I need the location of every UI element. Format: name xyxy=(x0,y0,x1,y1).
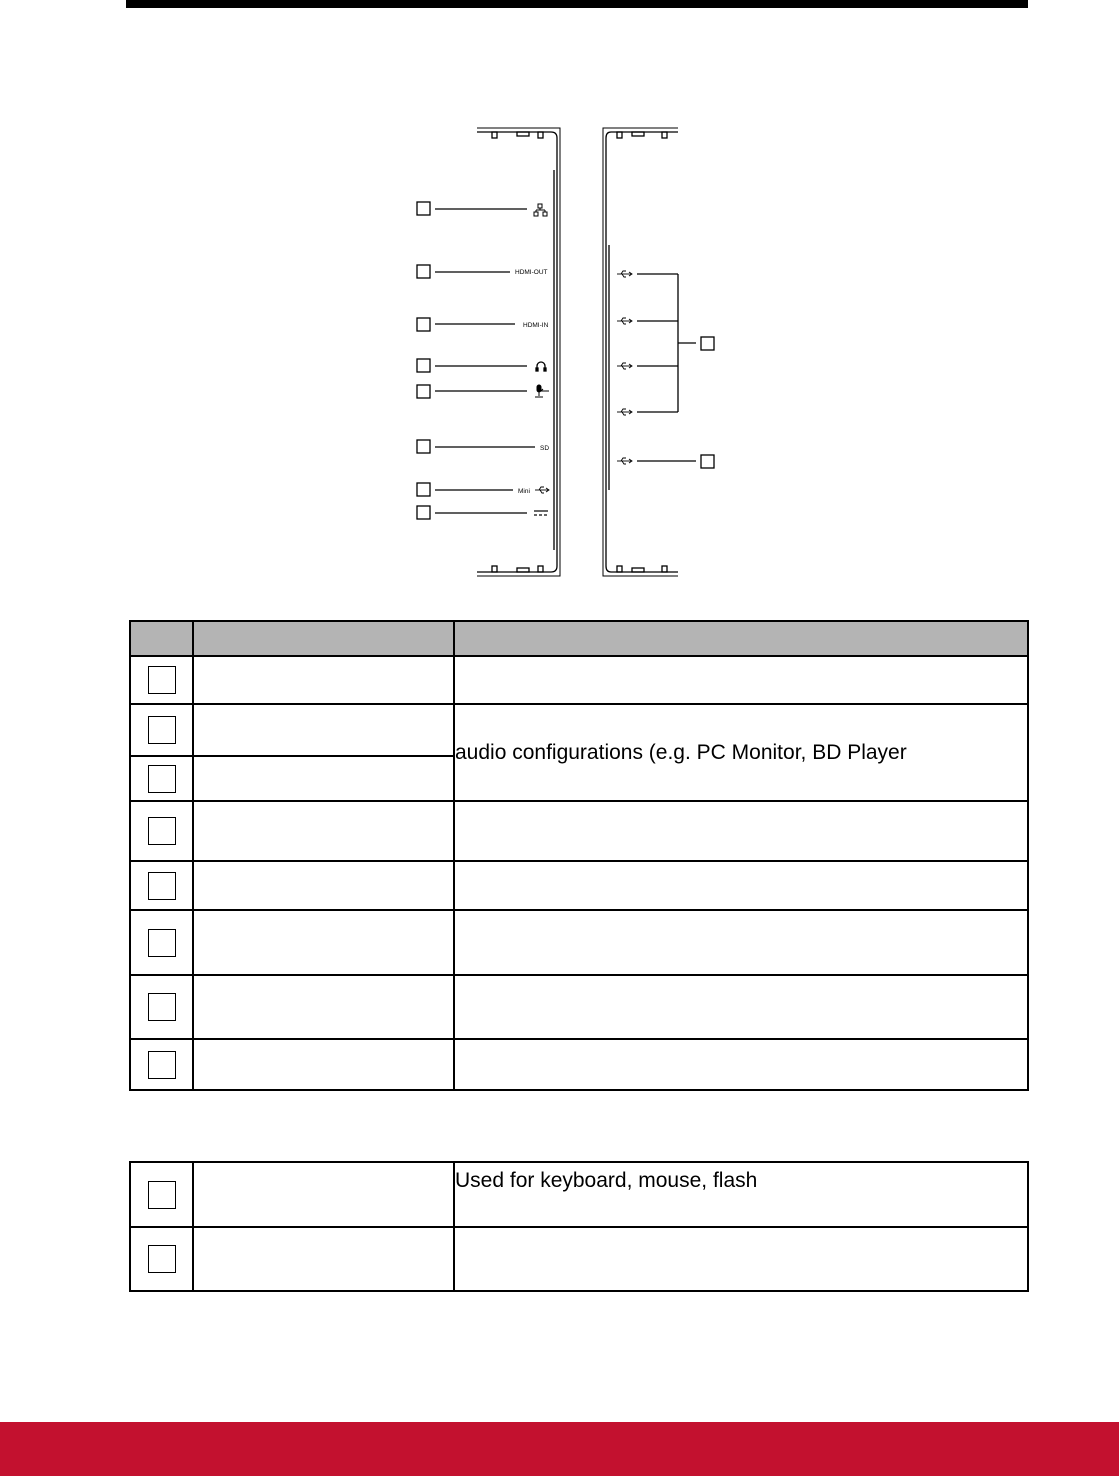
row-name-cell xyxy=(193,756,454,801)
lan-icon xyxy=(534,204,547,216)
row-number-box xyxy=(148,993,176,1021)
row-name-cell xyxy=(193,801,454,861)
row-number-box xyxy=(148,1245,176,1273)
row-name-cell xyxy=(193,704,454,756)
usb-ports-table xyxy=(129,1161,1029,1292)
row-number-cell xyxy=(130,861,193,910)
row-number-box xyxy=(148,765,176,793)
row-number-box xyxy=(148,929,176,957)
table-row xyxy=(130,801,1028,861)
row-number-cell xyxy=(130,975,193,1039)
left-side-panel xyxy=(417,128,560,576)
hdmi-out-label: HDMI-OUT xyxy=(515,269,548,276)
row-number-box xyxy=(148,1181,176,1209)
row-number-cell xyxy=(130,1039,193,1090)
header-cell xyxy=(130,621,193,656)
table-header-row xyxy=(130,621,1028,656)
header-cell xyxy=(193,621,454,656)
table-row xyxy=(130,1162,1028,1227)
row-number-box xyxy=(148,666,176,694)
table-row xyxy=(130,1227,1028,1291)
mini-usb-icon xyxy=(535,487,549,493)
ports-diagram-svg xyxy=(0,0,1119,600)
row-number-cell xyxy=(130,756,193,801)
row-desc-cell xyxy=(454,1227,1028,1291)
table-row xyxy=(130,861,1028,910)
row-name-cell xyxy=(193,1227,454,1291)
microphone-icon xyxy=(535,385,549,397)
footer-band xyxy=(0,1422,1119,1476)
row-desc-cell: audio configurations (e.g. PC Monitor, BD Player xyxy=(454,704,1028,801)
ports-diagram xyxy=(0,0,1119,600)
table-row xyxy=(130,1039,1028,1090)
row-name-cell xyxy=(193,975,454,1039)
table-row xyxy=(130,910,1028,975)
row-number-cell xyxy=(130,1162,193,1227)
row-desc-cell xyxy=(454,801,1028,861)
row-desc-cell xyxy=(454,861,1028,910)
row-name-cell xyxy=(193,861,454,910)
row-desc-cell xyxy=(454,656,1028,704)
row-desc-cell: Used for keyboard, mouse, flash xyxy=(454,1162,1028,1227)
header-cell xyxy=(454,621,1028,656)
headphone-icon xyxy=(536,362,546,371)
row-desc-cell xyxy=(454,975,1028,1039)
row-number-cell xyxy=(130,801,193,861)
row-name-cell xyxy=(193,656,454,704)
row-name-cell xyxy=(193,1162,454,1227)
row-number-cell xyxy=(130,704,193,756)
row-number-cell xyxy=(130,1227,193,1291)
mini-label: Mini xyxy=(518,488,530,495)
table-row xyxy=(130,656,1028,704)
usb-icon xyxy=(617,271,632,464)
table-row xyxy=(130,975,1028,1039)
row-number-cell xyxy=(130,656,193,704)
row-name-cell xyxy=(193,1039,454,1090)
right-side-panel xyxy=(603,128,714,576)
row-desc-cell xyxy=(454,910,1028,975)
row-number-box xyxy=(148,872,176,900)
ports-table xyxy=(129,620,1029,1091)
row-number-box xyxy=(148,1051,176,1079)
row-name-cell xyxy=(193,910,454,975)
row-number-box xyxy=(148,817,176,845)
row-number-cell xyxy=(130,910,193,975)
row-desc-cell xyxy=(454,1039,1028,1090)
dc-power-icon xyxy=(534,511,548,515)
hdmi-in-label: HDMI-IN xyxy=(523,322,549,329)
row-number-box xyxy=(148,716,176,744)
sd-label: SD xyxy=(540,445,550,452)
table-row xyxy=(130,704,1028,756)
